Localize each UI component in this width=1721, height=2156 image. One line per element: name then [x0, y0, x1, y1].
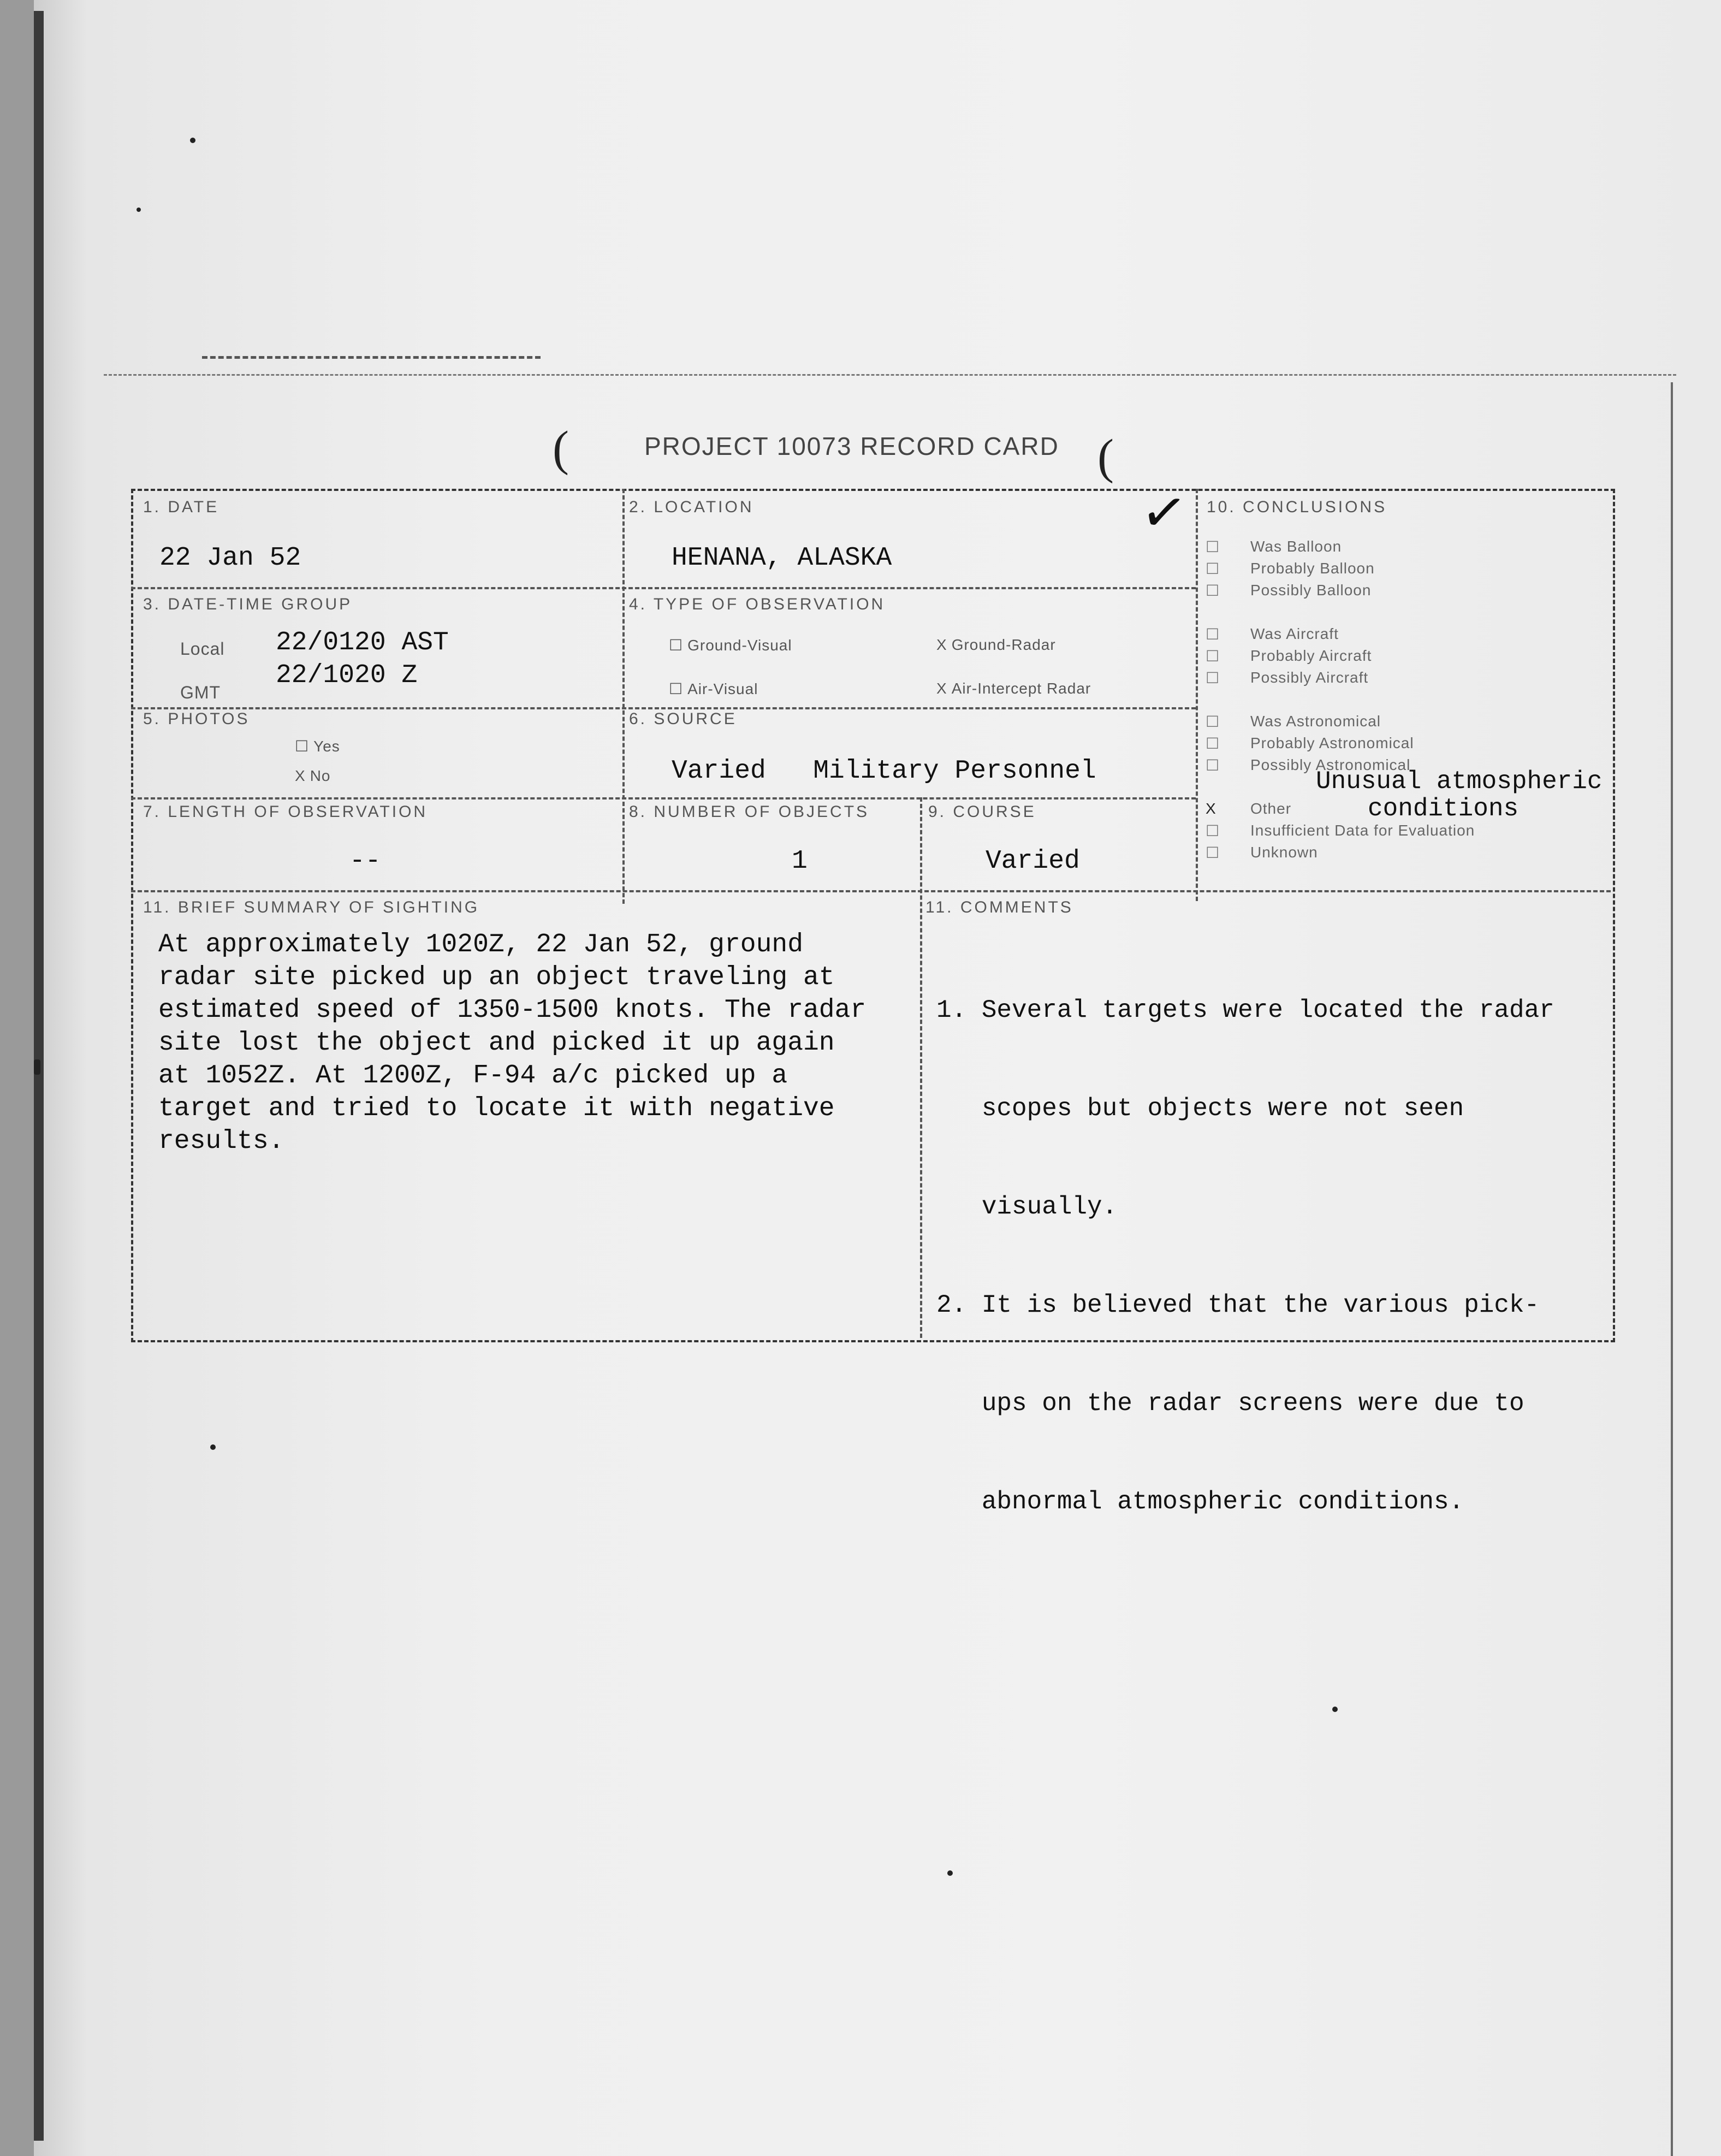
length-of-observation-value: -- — [349, 846, 381, 876]
gmt-time-value: 22/1020 Z — [276, 661, 418, 690]
open-paren-mark: ( — [553, 422, 569, 476]
checkmark-icon: ✓ — [1137, 479, 1191, 547]
card-title: PROJECT 10073 RECORD CARD — [644, 432, 1059, 460]
divider — [131, 587, 1196, 589]
course-label: 9. COURSE — [928, 803, 1036, 821]
checkbox-unchecked-icon: ☐ — [1206, 670, 1220, 686]
checkbox-unchecked-icon: ☐ — [1206, 538, 1220, 555]
checkbox-unchecked-icon: ☐ — [1206, 626, 1220, 643]
comments-label: 11. COMMENTS — [925, 898, 1073, 916]
speck — [137, 208, 141, 212]
scan-border-left — [0, 0, 34, 2156]
source-value: Varied Military Personnel — [672, 756, 1096, 786]
comments-line: 1. Several targets were located the radar — [936, 996, 1554, 1024]
conclusion-probably-balloon: Probably Balloon — [1250, 560, 1375, 577]
checkbox-checked-icon: X — [936, 636, 947, 653]
summary-line: target and tried to locate it with negative — [158, 1094, 835, 1123]
conclusion-unknown: Unknown — [1250, 844, 1318, 861]
summary-label: 11. BRIEF SUMMARY OF SIGHTING — [143, 898, 480, 916]
speck — [34, 1059, 40, 1075]
checkbox-unchecked-icon: ☐ — [669, 637, 684, 654]
checkbox-unchecked-icon: ☐ — [669, 680, 684, 697]
checkbox-unchecked-icon: ☐ — [1206, 757, 1220, 774]
option-air-visual: ☐ Air-Visual — [669, 680, 758, 697]
torn-edge-scrap — [202, 356, 541, 359]
conclusion-was-astronomical: Was Astronomical — [1250, 713, 1381, 730]
date-label: 1. DATE — [143, 498, 219, 516]
checkbox-unchecked-icon: ☐ — [1206, 822, 1220, 839]
local-label: Local — [180, 639, 225, 659]
number-of-objects-value: 1 — [792, 846, 808, 876]
conclusion-possibly-aircraft: Possibly Aircraft — [1250, 669, 1369, 686]
checkbox-checked-icon: X — [936, 680, 947, 697]
conclusion-probably-astronomical: Probably Astronomical — [1250, 735, 1414, 751]
summary-line: estimated speed of 1350-1500 knots. The radar — [158, 996, 867, 1025]
summary-line: results. — [158, 1127, 284, 1156]
summary-line: site lost the object and picked it up again — [158, 1028, 835, 1058]
other-conclusion-text-line1: Unusual atmospheric — [1316, 767, 1603, 796]
option-air-intercept-radar: X Air-Intercept Radar — [936, 680, 1091, 697]
comments-text — [936, 928, 1554, 1584]
checkbox-unchecked-icon: ☐ — [1206, 844, 1220, 861]
source-label: 6. SOURCE — [629, 710, 737, 728]
scan-edge-left — [34, 11, 44, 2141]
speck — [1332, 1707, 1338, 1712]
conclusions-label: 10. CONCLUSIONS — [1207, 498, 1387, 516]
conclusion-insufficient-data: Insufficient Data for Evaluation — [1250, 822, 1475, 839]
comments-line: visually. — [936, 1193, 1118, 1221]
local-time-value: 22/0120 AST — [276, 628, 449, 658]
option-ground-radar: X Ground-Radar — [936, 636, 1056, 653]
checkbox-unchecked-icon: ☐ — [1206, 735, 1220, 752]
scan-edge-right — [1671, 382, 1673, 2156]
number-of-objects-label: 8. NUMBER OF OBJECTS — [629, 803, 870, 821]
comments-line: scopes but objects were not seen — [936, 1094, 1464, 1123]
conclusion-possibly-balloon: Possibly Balloon — [1250, 582, 1372, 599]
gmt-label: GMT — [180, 683, 221, 702]
option-ground-visual: ☐ Ground-Visual — [669, 637, 792, 654]
conclusion-probably-aircraft: Probably Aircraft — [1250, 647, 1372, 664]
type-of-observation-label: 4. TYPE OF OBSERVATION — [629, 595, 886, 613]
photos-label: 5. PHOTOS — [143, 710, 250, 728]
checkbox-unchecked-icon: ☐ — [1206, 713, 1220, 730]
checkbox-checked-icon: X — [1206, 800, 1216, 817]
divider — [622, 489, 625, 904]
checkbox-unchecked-icon: ☐ — [295, 738, 310, 755]
comments-line: 2. It is believed that the various pick- — [936, 1291, 1540, 1319]
conclusion-possibly-astronomical: Possibly Astronomical — [1250, 756, 1411, 773]
divider — [920, 797, 922, 1338]
summary-line: at 1052Z. At 1200Z, F-94 a/c picked up a — [158, 1061, 788, 1091]
photos-yes: ☐ Yes — [295, 738, 340, 755]
speck — [947, 1870, 953, 1876]
date-value: 22 Jan 52 — [159, 543, 301, 573]
other-conclusion-text-line2: conditions — [1368, 795, 1519, 823]
photos-no: X No — [295, 767, 331, 784]
speck — [190, 138, 195, 143]
divider — [131, 890, 1611, 892]
divider — [1196, 489, 1198, 901]
checkbox-unchecked-icon: ☐ — [1206, 648, 1220, 665]
speck — [210, 1444, 216, 1450]
checkbox-checked-icon: X — [295, 767, 306, 784]
comments-line: ups on the radar screens were due to — [936, 1389, 1524, 1418]
divider — [131, 797, 1196, 799]
checkbox-unchecked-icon: ☐ — [1206, 582, 1220, 599]
summary-line: radar site picked up an object traveling at — [158, 963, 835, 992]
perforation-line — [104, 374, 1676, 376]
summary-text — [158, 928, 866, 1158]
summary-line: At approximately 1020Z, 22 Jan 52, ground — [158, 930, 803, 959]
date-time-group-label: 3. DATE-TIME GROUP — [143, 595, 353, 613]
course-value: Varied — [986, 846, 1080, 876]
length-of-observation-label: 7. LENGTH OF OBSERVATION — [143, 803, 428, 821]
checkbox-unchecked-icon: ☐ — [1206, 560, 1220, 577]
conclusion-was-balloon: Was Balloon — [1250, 538, 1342, 555]
location-value: HENANA, ALASKA — [672, 543, 892, 573]
conclusion-was-aircraft: Was Aircraft — [1250, 625, 1339, 642]
conclusion-other: Other — [1250, 800, 1292, 817]
comments-line: abnormal atmospheric conditions. — [936, 1488, 1464, 1516]
divider — [131, 707, 1196, 709]
open-paren-mark: ( — [1097, 430, 1114, 484]
location-label: 2. LOCATION — [629, 498, 754, 516]
